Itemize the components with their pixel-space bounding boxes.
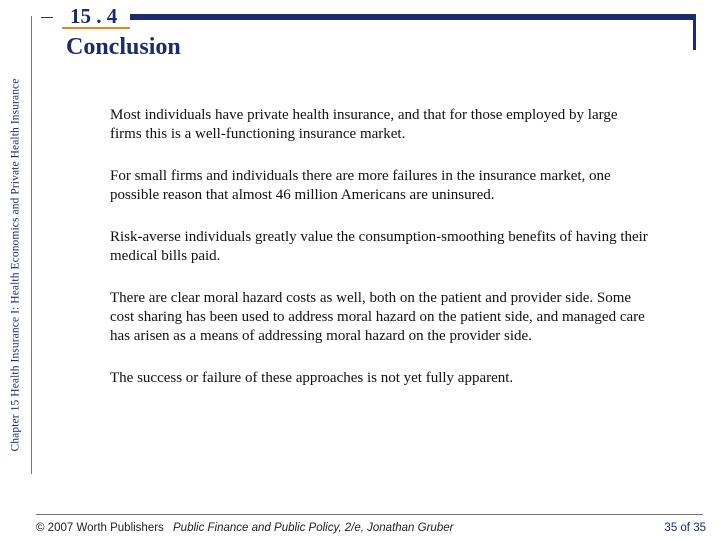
bullet-item: Risk-averse individuals greatly value the consumption-smoothing benefits of having their medical bills paid. (110, 229, 648, 264)
page-number: 35 of 35 (664, 522, 706, 534)
slide-title: Conclusion (66, 34, 181, 60)
book-citation: Public Finance and Public Policy, 2/e, Jonathan Gruber (173, 522, 454, 534)
section-number: 15 . 4 (70, 4, 118, 28)
left-divider (31, 16, 32, 474)
chapter-title: Chapter 15 Health Insurance I: Health Economics and Private Health Insurance (9, 78, 22, 452)
footer-credits (36, 522, 453, 534)
bullet-list (110, 106, 650, 411)
header-bar (130, 14, 696, 20)
header-corner-bar (693, 14, 696, 50)
bullet-item: The success or failure of these approaches is not yet fully apparent. (110, 370, 514, 386)
footer-divider (36, 514, 703, 515)
copyright-text: © 2007 Worth Publishers (36, 522, 164, 534)
header-tick (41, 17, 53, 18)
bullet-item: For small firms and individuals there are more failures in the insurance market, one possible reason that almost 46 million Americans are uninsured. (110, 168, 611, 203)
bullet-item: Most individuals have private health insurance, and that for those employed by large firms this is a well-functioning insurance market. (110, 107, 618, 142)
bullet-item: There are clear moral hazard costs as well, both on the patient and provider side. Some cost sharing has been used to address moral hazard on the patient side, and managed care has arisen as a means of addressing moral hazard on the provider side. (110, 290, 645, 344)
chapter-sidebar (6, 20, 24, 510)
